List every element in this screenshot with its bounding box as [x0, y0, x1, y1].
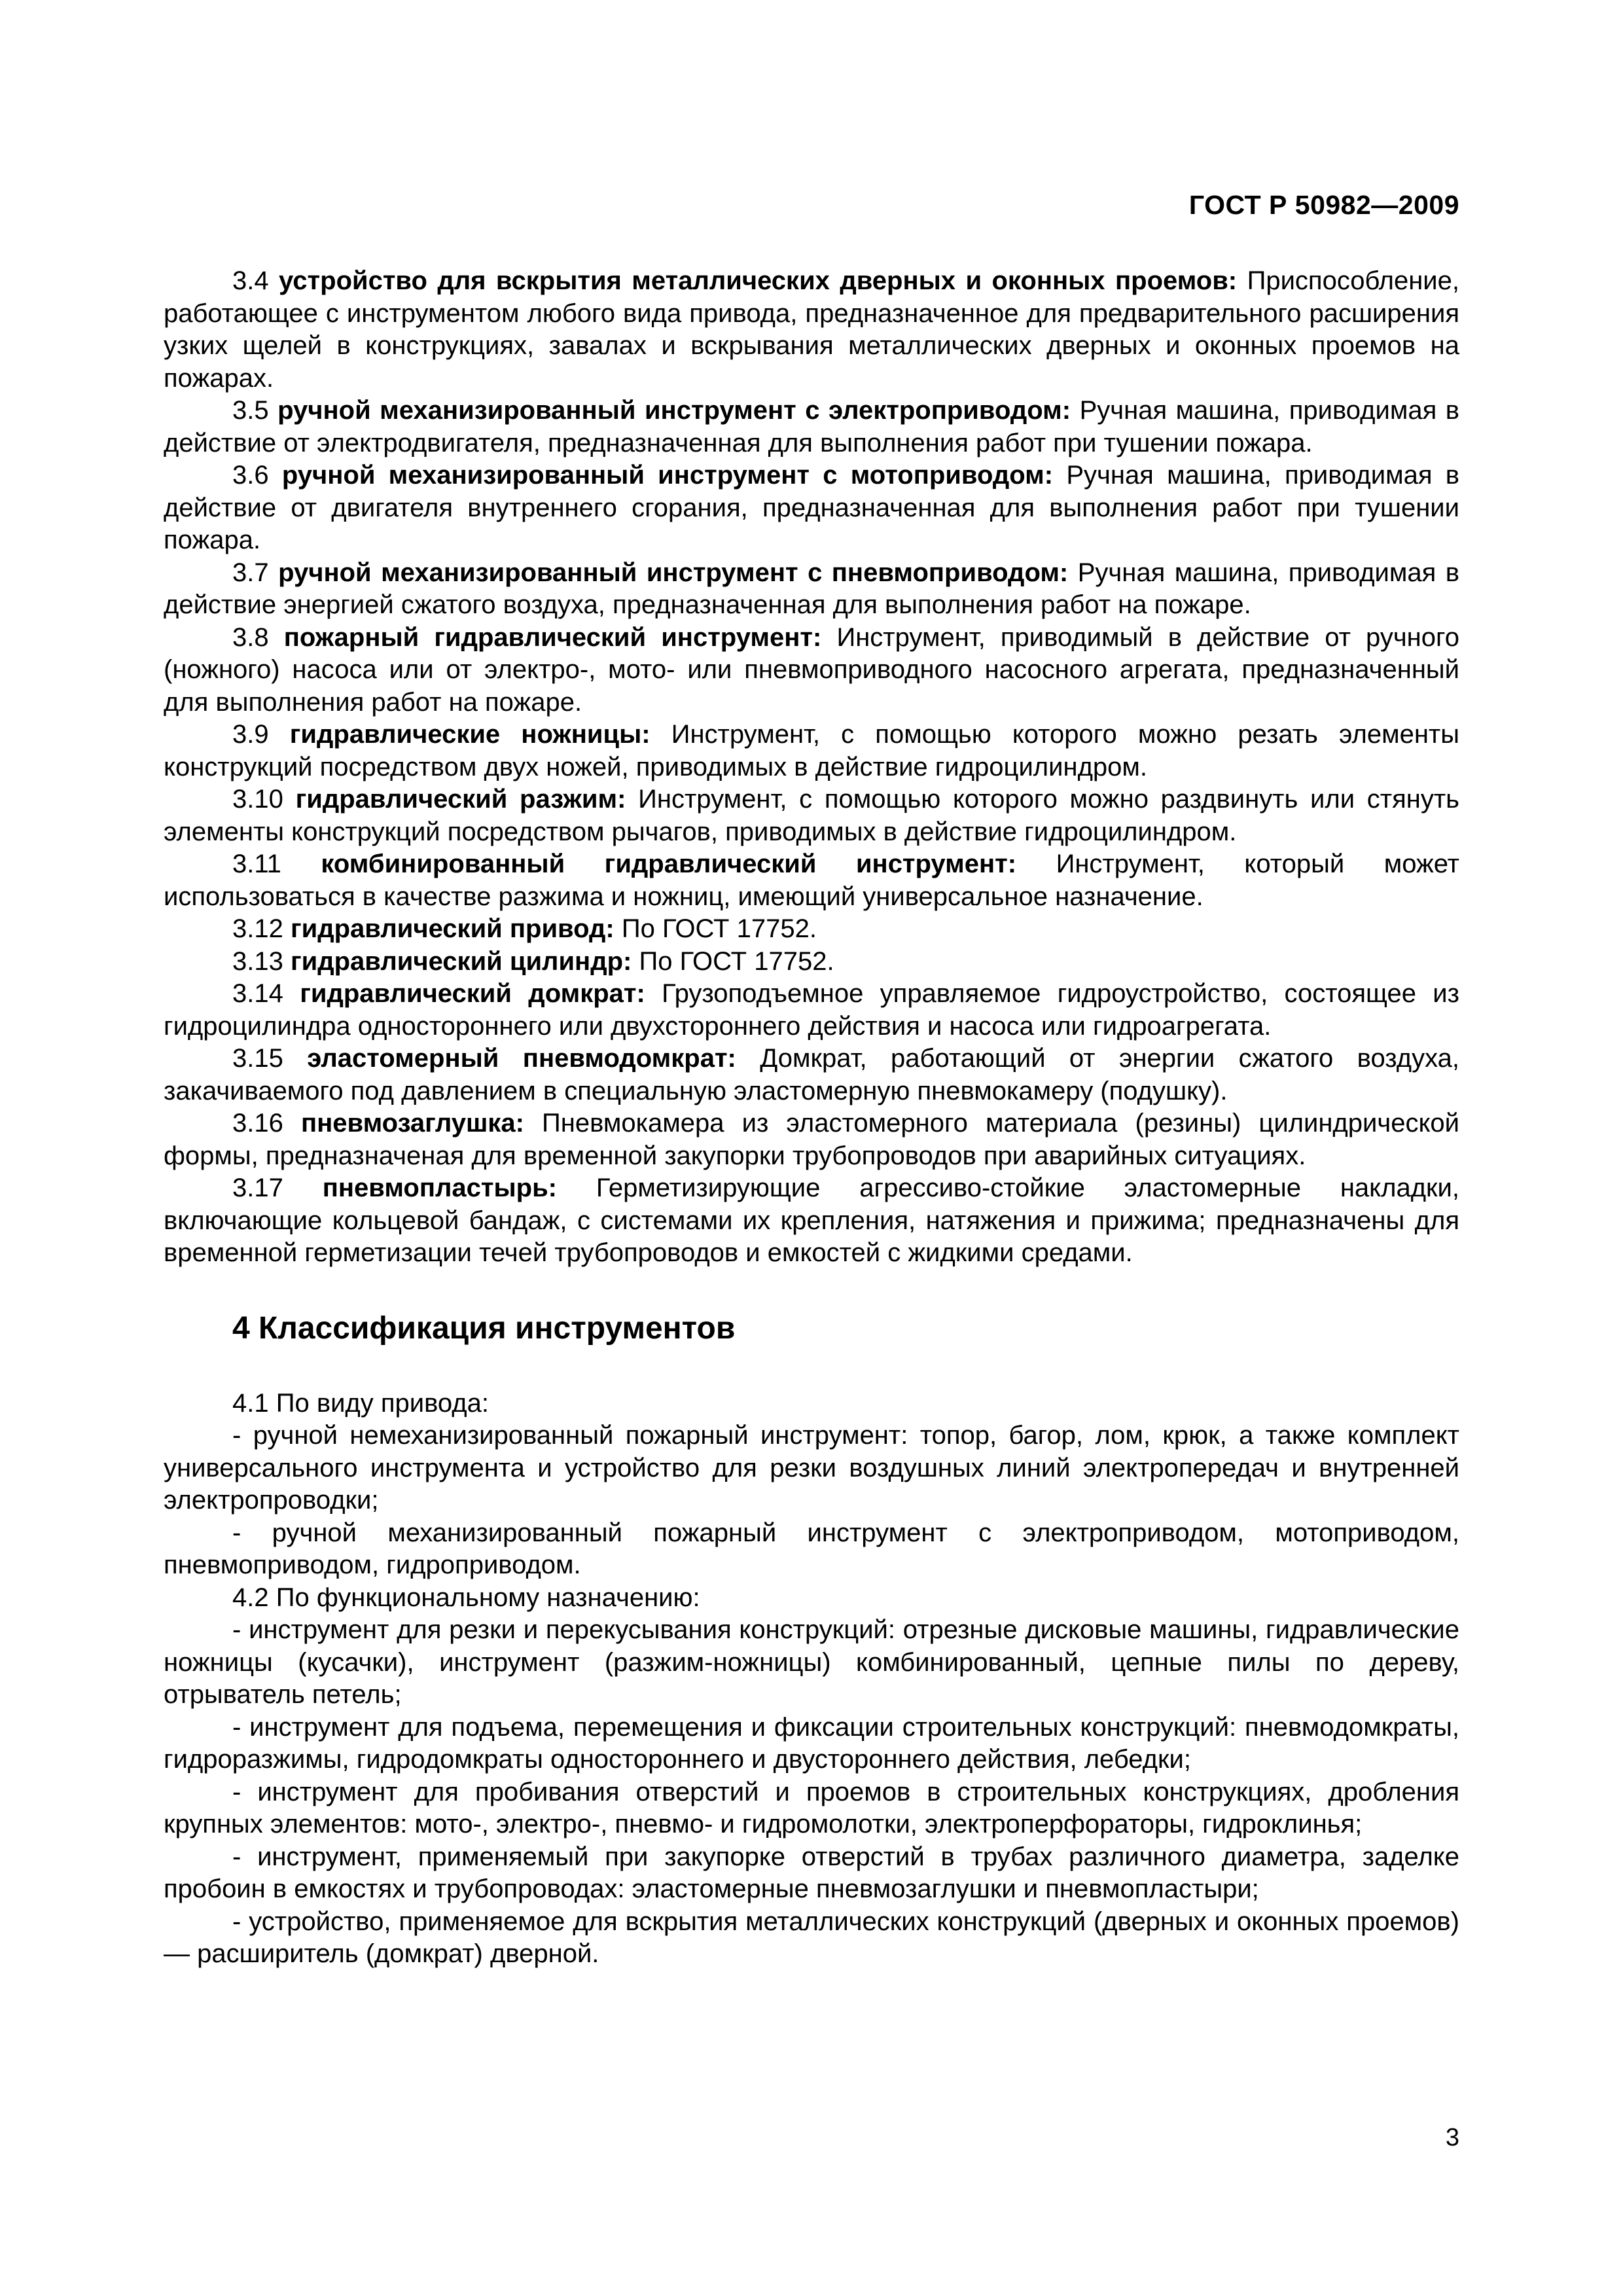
definition-term: гидравлический цилиндр:	[290, 946, 632, 976]
definition-3-14	[164, 978, 1459, 1043]
definition-3-5	[164, 395, 1459, 459]
definition-number: 3.12	[232, 914, 283, 943]
definition-term: устройство для вскрытия металлических дверных и оконных проемов:	[279, 266, 1238, 295]
list-item: - инструмент для подъема, перемещения и фиксации строительных конструкций: пневмодомкраты, гидроразжимы, гидродомкраты одностороннего и двустороннего действия, лебедки;	[164, 1712, 1459, 1774]
definition-number: 3.7	[232, 558, 269, 587]
definition-3-8	[164, 622, 1459, 719]
definition-number: 3.15	[232, 1044, 283, 1073]
definition-term: гидравлический привод:	[290, 914, 615, 943]
definition-term: гидравлический домкрат:	[300, 979, 645, 1008]
definition-number: 3.16	[232, 1109, 283, 1138]
definition-text: Ручная машина, приводимая в действие от электродвигателя, предназначенная для выполнения работ при тушении пожара.	[164, 396, 1460, 457]
definition-3-6	[164, 459, 1459, 557]
definition-text: Герметизирующие агрессиво-стойкие эластомерные накладки, включающие кольцевой бандаж, с системами их крепления, натяжения и прижима; предназначены для временной герметизации течей трубопроводов и емкостей с жидкими средами.	[164, 1174, 1460, 1267]
definition-number: 3.14	[232, 979, 283, 1008]
definition-text: По ГОСТ 17752.	[621, 914, 817, 943]
definition-term: ручной механизированный инструмент с электроприводом:	[277, 396, 1071, 425]
definition-text: Инструмент, с помощью которого можно раздвинуть или стянуть элементы конструкций посредством рычагов, приводимых в действие гидроцилиндром.	[164, 785, 1459, 846]
document-code-header: ГОСТ Р 50982—2009	[1188, 190, 1459, 220]
definition-text: По ГОСТ 17752.	[639, 946, 834, 976]
list-item: - ручной немеханизированный пожарный инструмент: топор, багор, лом, крюк, а также комплект универсального инструмента и устройство для резки воздушных линий электропередач и внутренней электропроводки;	[164, 1421, 1459, 1515]
definition-term: ручной механизированный инструмент с мотоприводом:	[281, 461, 1054, 490]
list-item: - ручной механизированный пожарный инструмент с электроприводом, мотоприводом, пневмоприводом, гидроприводом.	[164, 1518, 1459, 1579]
list-item: - устройство, применяемое для вскрытия металлических конструкций (дверных и оконных проемов) — расширитель (домкрат) дверной.	[164, 1907, 1459, 1968]
definition-3-7	[164, 557, 1459, 622]
definition-number: 3.4	[232, 266, 269, 295]
definition-text: Ручная машина, приводимая в действие энергией сжатого воздуха, предназначенная для выполнения работ на пожаре.	[164, 558, 1460, 619]
definition-3-16	[164, 1107, 1459, 1172]
definition-3-4	[164, 265, 1459, 395]
definition-text: Ручная машина, приводимая в действие от двигателя внутреннего сгорания, предназначенная для выполнения работ при тушении пожара.	[164, 461, 1459, 554]
definition-text: Инструмент, приводимый в действие от ручного (ножного) насоса или от электро-, мото- или пневмоприводного насосного агрегата, предназначенный для выполнения работ на пожаре.	[164, 622, 1459, 717]
list-item: - инструмент для пробивания отверстий и проемов в строительных конструкциях, дробления крупных элементов: мото-, электро-, пневмо- и гидромолотки, электроперфораторы, гидроклинья;	[164, 1777, 1459, 1839]
definition-term: гидравлический разжим:	[295, 785, 626, 814]
paragraph-4-2: 4.2 По функциональному назначению:	[232, 1583, 700, 1612]
definition-term: пневмозаглушка:	[300, 1109, 524, 1138]
definition-3-9	[164, 719, 1459, 783]
definition-3-15	[164, 1043, 1459, 1107]
definition-3-10	[164, 783, 1459, 848]
definition-3-17	[164, 1172, 1459, 1270]
definition-term: пожарный гидравлический инструмент:	[283, 622, 822, 652]
list-item: - инструмент для резки и перекусывания конструкций: отрезные дисковые машины, гидравлические ножницы (кусачки), инструмент (разжим-ножницы) комбинированный, цепные пилы по дереву, отрыватель петель;	[164, 1615, 1459, 1709]
definition-text: Пневмокамера из эластомерного материала (резины) цилиндрической формы, предназначеная для временной закупорки трубопроводов при аварийных ситуациях.	[164, 1109, 1459, 1170]
definition-term: эластомерный пневмодомкрат:	[307, 1044, 736, 1073]
definition-3-12	[164, 913, 1459, 946]
definition-3-11	[164, 848, 1459, 913]
paragraph-4-1: 4.1 По виду привода:	[232, 1388, 489, 1418]
definition-number: 3.13	[232, 946, 283, 976]
definition-number: 3.17	[232, 1174, 283, 1202]
definition-number: 3.11	[232, 850, 281, 878]
definition-term: ручной механизированный инструмент с пневмоприводом:	[278, 558, 1069, 587]
definition-term: комбинированный гидравлический инструмент:	[321, 850, 1017, 878]
page-number: 3	[1445, 2124, 1459, 2151]
definition-number: 3.10	[232, 785, 283, 814]
definition-number: 3.6	[232, 461, 269, 490]
definition-number: 3.9	[232, 720, 269, 749]
section-4-title: 4 Классификация инструментов	[232, 1310, 736, 1346]
document-body	[164, 265, 1459, 1971]
definition-term: пневмопластырь:	[322, 1174, 557, 1202]
definition-text: Инструмент, который может использоваться в качестве разжима и ножниц, имеющий универсальное назначение.	[164, 850, 1459, 911]
definition-number: 3.8	[232, 622, 269, 652]
definition-text: Инструмент, с помощью которого можно резать элементы конструкций посредством двух ножей, приводимых в действие гидроцилиндром.	[164, 720, 1459, 781]
definition-3-13	[164, 946, 1459, 978]
list-item: - инструмент, применяемый при закупорке отверстий в трубах различного диаметра, заделке пробоин в емкостях и трубопроводах: эластомерные пневмозаглушки и пневмопластыри;	[164, 1842, 1459, 1903]
definition-term: гидравлические ножницы:	[289, 720, 651, 749]
definition-text: Приспособление, работающее с инструментом любого вида привода, предназначенное для предварительного расширения узких щелей в конструкциях, завалах и вскрывания металлических дверных и оконных проемов на пожарах.	[164, 266, 1460, 393]
definition-text: Домкрат, работающий от энергии сжатого воздуха, закачиваемого под давлением в специальную эластомерную пневмокамеру (подушку).	[164, 1044, 1459, 1105]
definition-number: 3.5	[232, 396, 269, 425]
definition-text: Грузоподъемное управляемое гидроустройство, состоящее из гидроцилиндра одностороннего или двухстороннего действия и насоса или гидроагрегата.	[164, 979, 1459, 1041]
